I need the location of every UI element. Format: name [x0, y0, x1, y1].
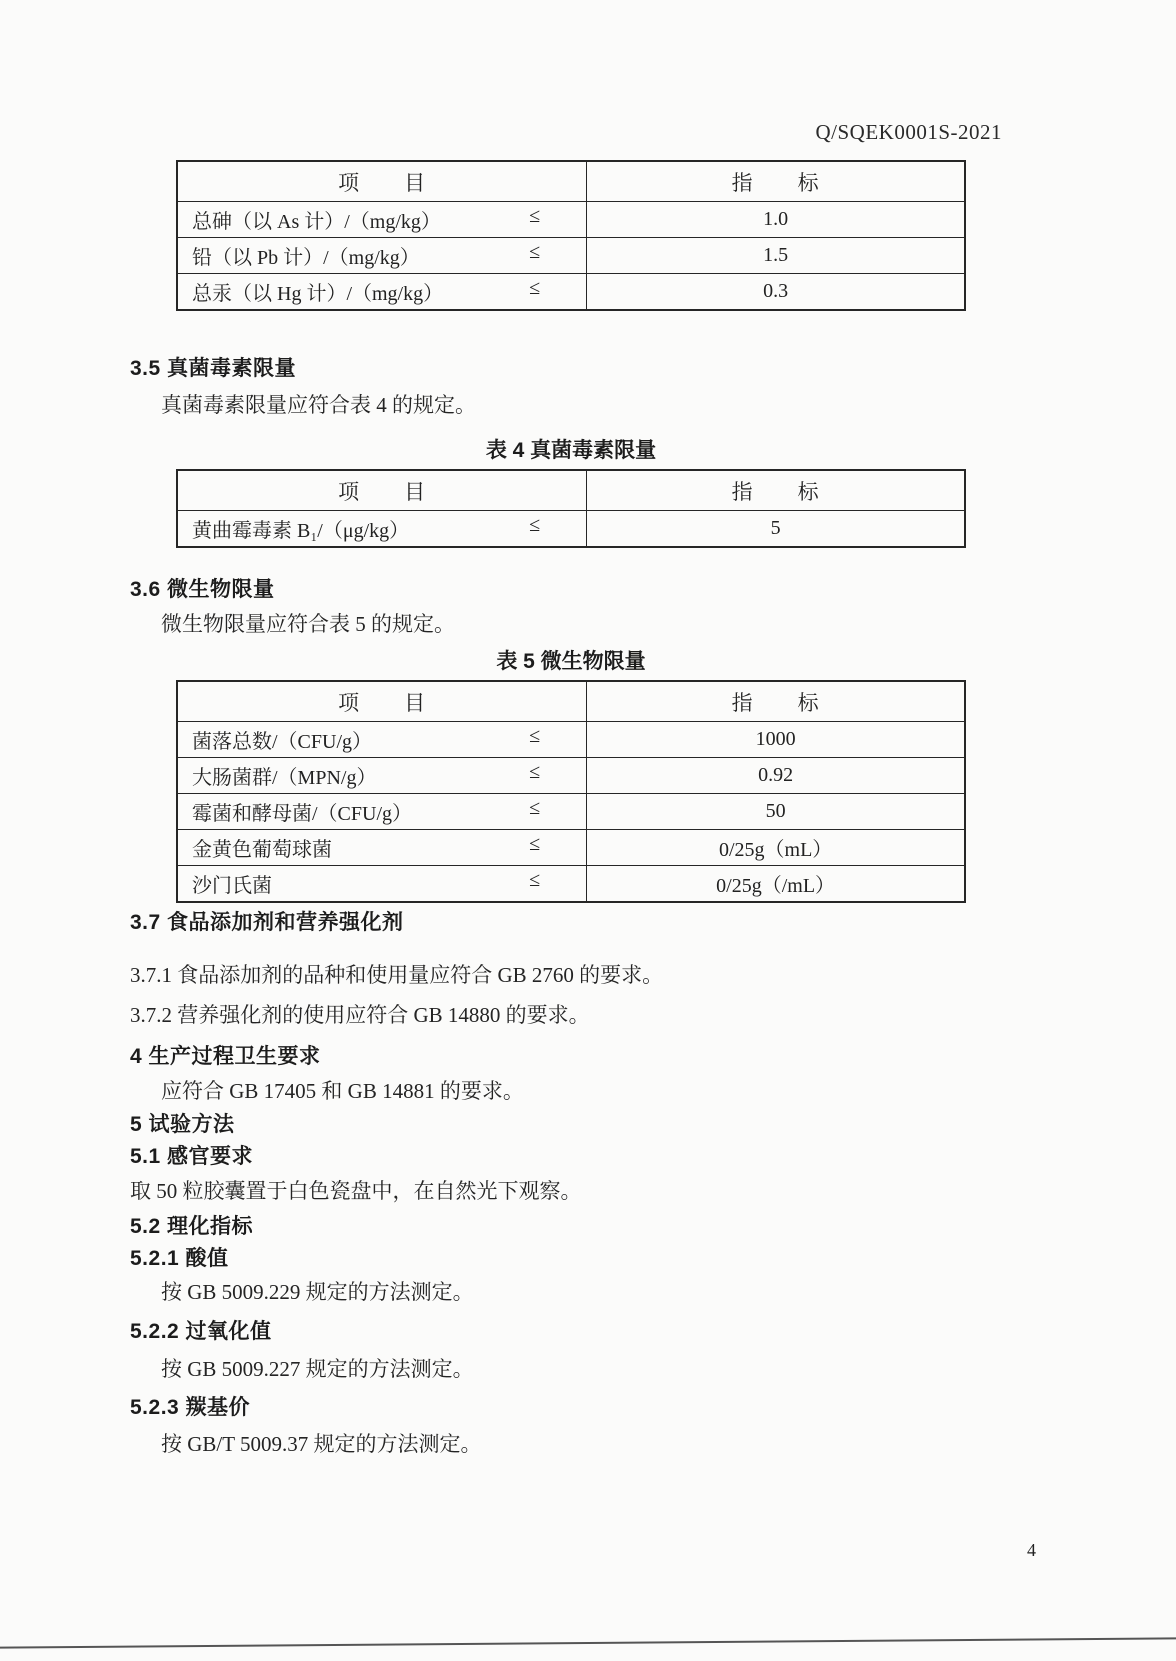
table-row	[177, 758, 965, 794]
spec-item: 金黄色葡萄球菌	[192, 839, 332, 861]
section-heading-3-7: 3.7 食品添加剂和营养强化剂	[130, 911, 404, 934]
spec-item: 总砷（以 As 计）/（mg/kg）	[192, 211, 441, 233]
section-heading-5: 5 试验方法	[130, 1113, 235, 1136]
column-header-item: 项 目	[177, 681, 587, 722]
lte-symbol: ≤	[529, 241, 541, 263]
paragraph: 真菌毒素限量应符合表 4 的规定。	[161, 393, 476, 417]
section-heading-3-6: 3.6 微生物限量	[130, 578, 275, 601]
page-number: 4	[1027, 1540, 1036, 1560]
spec-value: 0.92	[587, 758, 965, 794]
lte-symbol: ≤	[529, 797, 541, 819]
page-content	[130, 120, 1008, 1456]
table-row	[177, 830, 965, 866]
spec-value: 0/25g（mL）	[587, 830, 965, 866]
table-header-row	[177, 161, 965, 202]
microbio-table	[176, 680, 966, 903]
table4-caption: 表 4 真菌毒素限量	[485, 439, 657, 462]
table-row	[177, 238, 965, 274]
page-edge-shadow	[0, 1637, 1176, 1648]
paragraph: 应符合 GB 17405 和 GB 14881 的要求。	[161, 1079, 524, 1103]
table-row	[177, 511, 965, 548]
lte-symbol: ≤	[529, 761, 541, 783]
spec-item: 大肠菌群/（MPN/g）	[192, 767, 377, 789]
paragraph: 按 GB/T 5009.37 规定的方法测定。	[161, 1432, 482, 1456]
column-header-item: 项 目	[177, 161, 587, 202]
table-header-row	[177, 681, 965, 722]
table-row	[177, 794, 965, 830]
table-row	[177, 722, 965, 758]
spec-item: 沙门氏菌	[192, 875, 272, 897]
spec-item: 菌落总数/（CFU/g）	[192, 731, 373, 753]
section-heading-4: 4 生产过程卫生要求	[130, 1045, 321, 1068]
spec-value: 0/25g（/mL）	[587, 866, 965, 903]
lte-symbol: ≤	[529, 277, 541, 299]
paragraph: 按 GB 5009.227 规定的方法测定。	[161, 1357, 474, 1381]
mycotoxin-table	[176, 469, 966, 548]
lte-symbol: ≤	[529, 205, 541, 227]
paragraph: 微生物限量应符合表 5 的规定。	[161, 612, 455, 636]
spec-value: 0.3	[587, 274, 965, 311]
spec-value: 5	[587, 511, 965, 548]
table-row	[177, 202, 965, 238]
paragraph: 按 GB 5009.229 规定的方法测定。	[161, 1280, 474, 1304]
spec-value: 1.5	[587, 238, 965, 274]
column-header-item: 项 目	[177, 470, 587, 511]
spec-value: 50	[587, 794, 965, 830]
spec-item: 霉菌和酵母菌/（CFU/g）	[192, 803, 413, 825]
paragraph: 3.7.2 营养强化剂的使用应符合 GB 14880 的要求。	[130, 1003, 590, 1027]
section-heading-5-2-2: 5.2.2 过氧化值	[130, 1320, 272, 1343]
spec-item: 总汞（以 Hg 计）/（mg/kg）	[192, 283, 444, 305]
lte-symbol: ≤	[529, 514, 541, 536]
section-heading-5-2-3: 5.2.3 羰基价	[130, 1396, 251, 1419]
contaminants-table	[176, 160, 966, 311]
paragraph: 3.7.1 食品添加剂的品种和使用量应符合 GB 2760 的要求。	[130, 963, 664, 987]
table5-caption: 表 5 微生物限量	[496, 650, 646, 673]
spec-item: 铅（以 Pb 计）/（mg/kg）	[192, 247, 420, 269]
lte-symbol: ≤	[529, 833, 541, 855]
lte-symbol: ≤	[529, 725, 541, 747]
table-row	[177, 274, 965, 311]
spec-value: 1.0	[587, 202, 965, 238]
doc-number: Q/SQEK0001S-2021	[815, 120, 1002, 144]
paragraph: 取 50 粒胶囊置于白色瓷盘中，在自然光下观察。	[130, 1179, 582, 1203]
table-header-row	[177, 470, 965, 511]
lte-symbol: ≤	[529, 869, 541, 891]
section-heading-5-1: 5.1 感官要求	[130, 1145, 254, 1168]
column-header-value: 指 标	[587, 470, 965, 511]
spec-item: 黄曲霉毒素 B₁/（μg/kg）	[192, 520, 410, 542]
section-heading-5-2: 5.2 理化指标	[130, 1215, 254, 1238]
column-header-value: 指 标	[587, 161, 965, 202]
section-heading-5-2-1: 5.2.1 酸值	[130, 1247, 229, 1270]
table-row	[177, 866, 965, 903]
spec-value: 1000	[587, 722, 965, 758]
section-heading-3-5: 3.5 真菌毒素限量	[130, 357, 297, 380]
column-header-value: 指 标	[587, 681, 965, 722]
